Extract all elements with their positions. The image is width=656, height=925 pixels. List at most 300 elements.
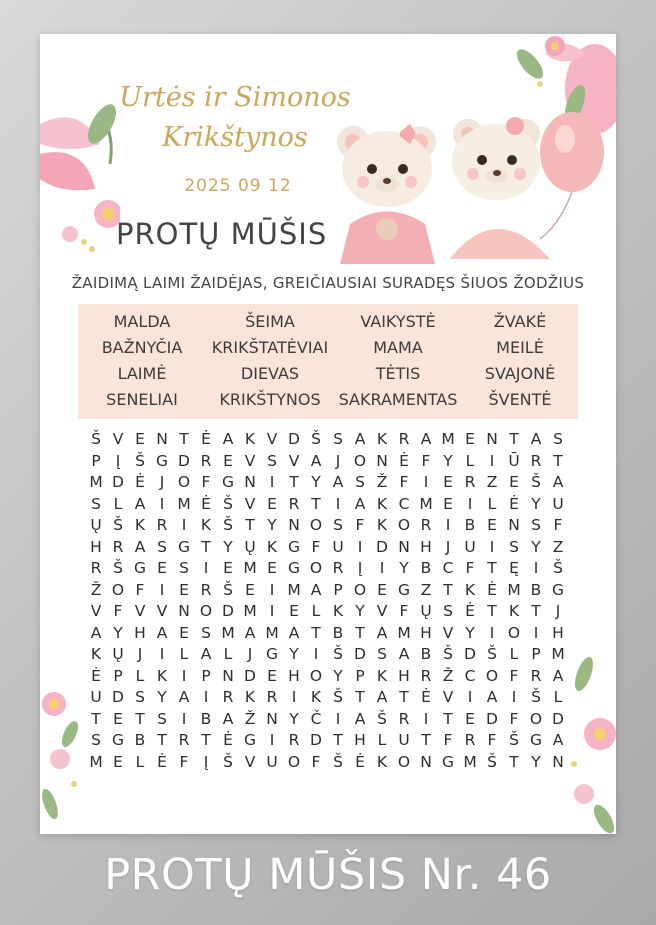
grid-letter: R: [420, 666, 432, 685]
grid-letter: N: [244, 473, 256, 491]
grid-letter: M: [221, 623, 235, 642]
grid-letter: F: [399, 602, 409, 620]
grid-letter: V: [288, 451, 300, 470]
grid-letter: I: [269, 602, 275, 620]
grid-letter: I: [489, 537, 495, 556]
word-list-item: ŽVAKĖ: [493, 312, 547, 331]
grid-letter: S: [135, 688, 145, 706]
grid-letter: N: [508, 516, 520, 534]
grid-letter: Y: [333, 666, 343, 685]
grid-letter: K: [310, 688, 322, 706]
grid-letter: D: [178, 451, 190, 470]
grid-letter: F: [113, 602, 123, 620]
flower-decoration-bottom-left: [40, 684, 90, 834]
grid-letter: E: [487, 516, 497, 534]
grid-letter: Ė: [157, 752, 167, 771]
grid-letter: F: [201, 473, 211, 491]
grid-letter: Z: [552, 537, 564, 556]
grid-letter: Į: [203, 752, 209, 771]
grid-letter: D: [552, 709, 564, 728]
grid-letter: I: [357, 537, 363, 556]
grid-letter: D: [112, 473, 124, 491]
word-list-item: BAŽNYČIA: [101, 338, 183, 357]
grid-letter: F: [355, 516, 365, 534]
grid-letter: E: [223, 559, 233, 577]
grid-letter: H: [354, 731, 366, 749]
grid-letter: K: [244, 430, 256, 448]
grid-letter: Y: [113, 623, 123, 642]
grid-letter: N: [420, 752, 432, 771]
grid-letter: A: [134, 494, 146, 513]
word-list-item: SENELIAI: [106, 390, 178, 409]
grid-letter: I: [423, 709, 429, 728]
grid-letter: H: [288, 666, 300, 685]
grid-letter: I: [467, 688, 473, 706]
grid-letter: T: [487, 559, 497, 577]
grid-letter: A: [156, 623, 168, 642]
grid-letter: A: [354, 709, 366, 728]
grid-letter: C: [442, 559, 454, 577]
grid-letter: S: [179, 559, 189, 577]
grid-letter: T: [201, 731, 211, 749]
grid-letter: A: [354, 430, 366, 448]
grid-letter: K: [134, 516, 146, 534]
grid-letter: R: [464, 473, 476, 491]
grid-letter: Š: [91, 430, 101, 448]
grid-letter: O: [287, 752, 301, 771]
grid-letter: O: [353, 580, 367, 599]
grid-letter: T: [91, 709, 101, 728]
grid-letter: Y: [267, 516, 277, 534]
grid-letter: E: [135, 430, 145, 448]
grid-letter: A: [310, 451, 322, 470]
grid-letter: H: [90, 537, 102, 556]
grid-letter: S: [531, 516, 541, 534]
grid-letter: R: [332, 559, 344, 577]
grid-letter: M: [507, 580, 521, 599]
grid-letter: D: [486, 709, 498, 728]
grid-letter: E: [377, 580, 387, 599]
grid-letter: S: [509, 537, 519, 556]
grid-letter: I: [269, 473, 275, 491]
grid-letter: Į: [357, 559, 363, 577]
grid-letter: T: [443, 580, 453, 599]
grid-letter: A: [354, 494, 366, 513]
grid-letter: Š: [135, 451, 145, 470]
grid-letter: S: [157, 537, 167, 556]
grid-letter: G: [221, 473, 234, 491]
grid-letter: G: [133, 559, 146, 577]
grid-letter: K: [156, 666, 168, 685]
grid-letter: I: [467, 494, 473, 513]
grid-letter: I: [269, 580, 275, 599]
grid-letter: Š: [553, 559, 563, 577]
word-list-item: SVAJONĖ: [484, 364, 556, 383]
flower-decoration-bottom-right: [554, 634, 616, 834]
grid-letter: B: [420, 645, 432, 663]
letter-grid: [85, 429, 569, 773]
grid-letter: G: [551, 580, 564, 599]
grid-letter: E: [443, 473, 453, 491]
grid-letter: T: [289, 473, 299, 491]
grid-letter: T: [201, 537, 211, 556]
grid-letter: E: [509, 473, 519, 491]
grid-letter: Š: [223, 494, 233, 513]
grid-letter: Š: [311, 430, 321, 448]
grid-letter: I: [445, 516, 451, 534]
grid-letter: F: [399, 473, 409, 491]
grid-letter: R: [90, 559, 102, 577]
word-list-item: KRIKŠTYNOS: [219, 390, 321, 409]
grid-letter: M: [463, 752, 477, 771]
grid-letter: Ė: [223, 731, 233, 749]
grid-letter: P: [531, 645, 541, 663]
grid-letter: J: [445, 537, 451, 556]
grid-letter: I: [159, 580, 165, 599]
grid-letter: L: [311, 602, 321, 620]
grid-letter: E: [179, 623, 189, 642]
grid-letter: N: [266, 709, 278, 728]
grid-letter: P: [355, 666, 365, 685]
grid-letter: T: [443, 709, 453, 728]
grid-letter: L: [487, 494, 497, 513]
grid-letter: J: [159, 473, 165, 491]
title-names: Urtės ir Simonos: [119, 82, 351, 113]
grid-letter: A: [222, 430, 234, 448]
grid-letter: V: [244, 451, 256, 470]
grid-letter: V: [266, 430, 278, 448]
grid-letter: Ų: [420, 602, 432, 620]
word-list-item: SAKRAMENTAS: [338, 390, 458, 409]
grid-letter: Y: [311, 473, 321, 491]
grid-letter: S: [333, 516, 343, 534]
grid-letter: Ė: [487, 580, 497, 599]
grid-letter: J: [555, 602, 561, 620]
grid-letter: K: [376, 516, 388, 534]
grid-letter: B: [530, 580, 542, 599]
grid-letter: O: [529, 709, 543, 728]
grid-letter: N: [552, 752, 564, 771]
grid-letter: S: [333, 430, 343, 448]
grid-letter: U: [90, 688, 102, 706]
grid-letter: I: [335, 494, 341, 513]
grid-letter: Š: [377, 709, 387, 728]
grid-letter: Y: [223, 537, 233, 556]
grid-letter: I: [269, 731, 275, 749]
word-list-item: ŠVENTĖ: [488, 390, 552, 409]
grid-letter: F: [179, 752, 189, 771]
grid-letter: Š: [113, 516, 123, 534]
grid-letter: Š: [113, 559, 123, 577]
grid-letter: E: [179, 580, 189, 599]
grid-letter: M: [177, 494, 191, 513]
grid-letter: O: [309, 559, 323, 577]
grid-letter: R: [178, 731, 190, 749]
grid-letter: U: [266, 752, 278, 771]
grid-letter: L: [135, 752, 145, 771]
grid-letter: Š: [223, 752, 233, 771]
grid-letter: Ė: [91, 666, 101, 685]
grid-letter: I: [203, 688, 209, 706]
grid-letter: F: [465, 559, 475, 577]
grid-letter: Y: [465, 623, 475, 642]
grid-letter: D: [376, 537, 388, 556]
grid-letter: O: [397, 516, 411, 534]
grid-letter: A: [288, 623, 300, 642]
grid-letter: L: [553, 688, 563, 706]
grid-letter: Ž: [376, 473, 388, 491]
grid-letter: A: [200, 645, 212, 663]
grid-letter: A: [134, 537, 146, 556]
grid-letter: S: [201, 623, 211, 642]
grid-letter: M: [243, 602, 257, 620]
grid-letter: Y: [157, 688, 167, 706]
grid-letter: L: [377, 731, 387, 749]
grid-letter: A: [178, 688, 190, 706]
grid-letter: S: [443, 602, 453, 620]
grid-letter: G: [243, 731, 256, 749]
grid-letter: S: [553, 430, 563, 448]
grid-letter: V: [244, 752, 256, 771]
grid-letter: K: [376, 494, 388, 513]
grid-letter: I: [159, 494, 165, 513]
grid-letter: A: [486, 688, 498, 706]
grid-letter: L: [179, 645, 189, 663]
grid-letter: B: [420, 559, 432, 577]
word-list-item: KRIKŠTATĖVIAI: [211, 338, 329, 357]
grid-letter: I: [379, 559, 385, 577]
grid-letter: K: [376, 752, 388, 771]
grid-letter: H: [552, 623, 564, 642]
grid-letter: Į: [115, 451, 121, 470]
grid-letter: A: [552, 731, 564, 749]
grid-letter: M: [397, 623, 411, 642]
grid-letter: D: [222, 602, 234, 620]
grid-letter: O: [309, 516, 323, 534]
grid-letter: R: [464, 731, 476, 749]
grid-letter: G: [177, 537, 190, 556]
grid-letter: A: [398, 645, 410, 663]
grid-letter: I: [489, 623, 495, 642]
grid-letter: Y: [399, 559, 409, 577]
grid-letter: H: [134, 623, 146, 642]
grid-letter: K: [376, 666, 388, 685]
grid-letter: I: [533, 623, 539, 642]
grid-letter: T: [399, 688, 409, 706]
grid-letter: V: [442, 688, 454, 706]
grid-letter: F: [509, 709, 519, 728]
grid-letter: K: [464, 580, 476, 599]
grid-letter: A: [376, 688, 388, 706]
grid-letter: K: [266, 537, 278, 556]
grid-letter: I: [511, 688, 517, 706]
grid-letter: F: [311, 537, 321, 556]
grid-letter: L: [465, 451, 475, 470]
grid-letter: Z: [420, 580, 432, 599]
grid-letter: E: [443, 494, 453, 513]
grid-letter: Ė: [399, 451, 409, 470]
word-list-item: DIEVAS: [240, 364, 300, 383]
grid-letter: N: [376, 451, 388, 470]
word-search-area: [78, 419, 578, 791]
grid-letter: T: [553, 451, 563, 470]
grid-letter: I: [489, 451, 495, 470]
grid-letter: I: [181, 666, 187, 685]
grid-letter: A: [530, 430, 542, 448]
grid-letter: G: [265, 645, 278, 663]
grid-letter: V: [376, 602, 388, 620]
grid-letter: C: [398, 494, 410, 513]
grid-letter: T: [509, 430, 519, 448]
grid-letter: Ė: [509, 494, 519, 513]
grid-letter: T: [135, 709, 145, 728]
grid-letter: R: [420, 516, 432, 534]
grid-letter: I: [159, 645, 165, 663]
grid-letter: A: [90, 623, 102, 642]
grid-letter: J: [335, 451, 341, 470]
grid-letter: I: [203, 559, 209, 577]
grid-letter: T: [355, 688, 365, 706]
grid-letter: V: [156, 602, 168, 620]
grid-letter: T: [311, 494, 321, 513]
word-list: [78, 304, 578, 419]
grid-letter: G: [111, 731, 124, 749]
grid-letter: S: [157, 709, 167, 728]
grid-letter: Ž: [90, 580, 102, 599]
grid-letter: Ų: [244, 537, 256, 556]
grid-letter: C: [464, 666, 476, 685]
grid-letter: D: [288, 430, 300, 448]
grid-letter: Ū: [508, 451, 520, 470]
grid-letter: Y: [289, 645, 299, 663]
grid-letter: A: [552, 473, 564, 491]
grid-letter: T: [509, 752, 519, 771]
grid-letter: K: [244, 688, 256, 706]
grid-letter: Ž: [244, 709, 256, 728]
page-title: PROTŲ MŪŠIS: [116, 217, 328, 251]
puzzle-number-caption: PROTŲ MŪŠIS Nr. 46: [104, 850, 552, 900]
grid-letter: A: [222, 709, 234, 728]
grid-letter: V: [90, 602, 102, 620]
grid-letter: Ė: [201, 430, 211, 448]
grid-letter: Y: [443, 451, 453, 470]
grid-letter: B: [134, 731, 146, 749]
grid-letter: Ė: [421, 688, 431, 706]
grid-letter: O: [177, 473, 191, 491]
grid-letter: H: [420, 537, 432, 556]
grid-letter: M: [551, 645, 565, 663]
grid-letter: U: [332, 537, 344, 556]
grid-letter: T: [311, 623, 321, 642]
grid-letter: U: [398, 731, 410, 749]
bear-with-balloon-illustration: [440, 94, 610, 274]
grid-letter: A: [420, 430, 432, 448]
grid-letter: B: [464, 516, 476, 534]
grid-letter: A: [244, 623, 256, 642]
grid-letter: R: [156, 516, 168, 534]
grid-letter: T: [179, 430, 189, 448]
grid-letter: S: [355, 473, 365, 491]
grid-letter: R: [530, 451, 542, 470]
grid-letter: V: [134, 602, 146, 620]
grid-letter: F: [553, 516, 563, 534]
word-list-item: MAMA: [373, 338, 423, 357]
grid-letter: Š: [333, 752, 343, 771]
grid-letter: M: [441, 430, 455, 448]
grid-letter: S: [377, 645, 387, 663]
grid-letter: I: [423, 473, 429, 491]
grid-letter: R: [288, 494, 300, 513]
grid-letter: T: [421, 731, 431, 749]
grid-letter: Č: [310, 709, 322, 728]
grid-letter: K: [332, 602, 344, 620]
grid-letter: Ė: [201, 494, 211, 513]
grid-letter: G: [155, 451, 168, 470]
grid-letter: L: [223, 645, 233, 663]
grid-letter: Ų: [90, 516, 102, 534]
grid-letter: O: [485, 666, 499, 685]
grid-letter: E: [267, 494, 277, 513]
word-list-item: MALDA: [113, 312, 171, 331]
grid-letter: S: [91, 494, 101, 513]
grid-letter: N: [486, 430, 498, 448]
grid-letter: G: [441, 752, 454, 771]
grid-letter: M: [243, 559, 257, 577]
grid-letter: E: [465, 430, 475, 448]
grid-letter: B: [200, 709, 212, 728]
grid-letter: S: [267, 451, 277, 470]
title-event: Krikštynos: [162, 122, 308, 153]
word-list-item: VAIKYSTĖ: [360, 312, 436, 331]
grid-letter: Ę: [509, 559, 519, 577]
instructions-text: ŽAIDIMĄ LAIMI ŽAIDĖJAS, GREIČIAUSIAI SURADĘS ŠIUOS ŽODŽIUS: [71, 274, 585, 292]
grid-letter: E: [245, 580, 255, 599]
grid-letter: I: [533, 559, 539, 577]
grid-letter: R: [398, 709, 410, 728]
grid-letter: R: [200, 451, 212, 470]
grid-letter: H: [398, 666, 410, 685]
grid-letter: A: [376, 623, 388, 642]
grid-letter: O: [507, 623, 521, 642]
grid-letter: K: [200, 516, 212, 534]
grid-letter: M: [89, 752, 103, 771]
grid-letter: J: [137, 645, 143, 663]
grid-letter: F: [135, 580, 145, 599]
grid-letter: F: [443, 731, 453, 749]
grid-letter: F: [509, 666, 519, 685]
grid-letter: I: [313, 645, 319, 663]
grid-letter: R: [530, 666, 542, 685]
grid-letter: E: [223, 451, 233, 470]
grid-letter: M: [287, 580, 301, 599]
grid-letter: E: [157, 559, 167, 577]
grid-letter: E: [267, 666, 277, 685]
grid-letter: M: [89, 473, 103, 491]
grid-letter: T: [487, 602, 497, 620]
grid-letter: R: [200, 580, 212, 599]
grid-letter: E: [113, 709, 123, 728]
grid-letter: M: [419, 494, 433, 513]
grid-letter: G: [287, 559, 300, 577]
grid-letter: O: [111, 580, 125, 599]
grid-letter: O: [397, 752, 411, 771]
grid-letter: E: [267, 559, 277, 577]
grid-letter: G: [397, 580, 410, 599]
grid-letter: Š: [443, 645, 453, 663]
grid-letter: V: [112, 430, 124, 448]
grid-letter: G: [529, 731, 542, 749]
grid-letter: Š: [333, 688, 343, 706]
